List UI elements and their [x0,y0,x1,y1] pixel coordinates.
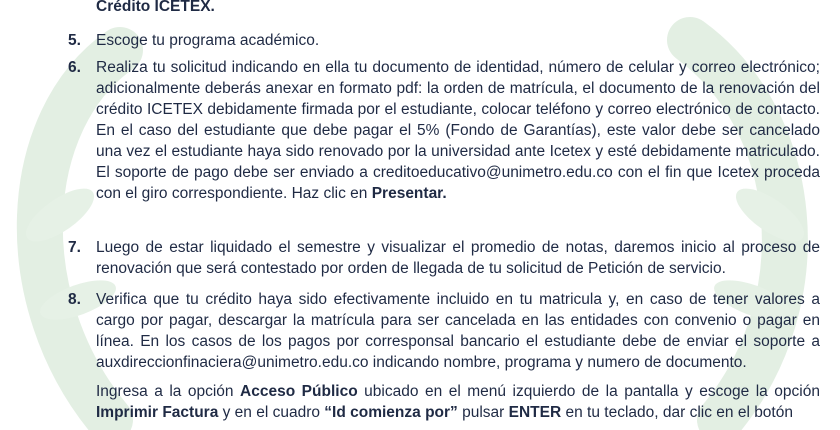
item-number: 6. [68,59,81,76]
item-text: Luego de estar liquidado el semestre y visualizar el promedio de notas, daremos inicio al proceso de renovación que será contestado por orden de llegada de tu solicitud de Petición de servicio. [96,239,820,277]
item-text: Escoge tu programa académico. [96,32,320,49]
item-text: Realiza tu solicitud indicando en ella tu documento de identidad, número de celular y correo electrónico; adicionalmente deberás anexar en formato pdf: la orden de matrícula, el documento de la renovación del crédito ICETEX debidamente firmada por el estudiante, colocar teléfono y correo electrónico de contacto. En el caso del estudiante que debe pagar el 5% (Fondo de Garantías), este valor debe ser cancelado una vez el estudiante haya sido renovado por la universidad ante Icetex y esté debidamente matriculado. El soporte de pago debe ser enviado a creditoeducativo@unimetro.edu.co con el fin que Icetex proceda con el giro correspondiente. Haz clic en Presentar. [96,59,820,202]
list-item-5 [68,30,820,51]
item-number: 5. [68,32,81,49]
list-item-8 [68,289,820,373]
item-text: Verifica que tu crédito haya sido efectivamente incluido en tu matricula y, en caso de tener valores a cargo por pagar, descargar la matrícula para ser cancelada en las entidades con convenio o pagar en línea. En los casos de los pagos por corresponsal bancario el estudiante debe de enviar el soporte a auxdireccionfinaciera@unimetro.edu.co indicando nombre, programa y numero de documento. [96,291,820,371]
list-item-6 [68,57,820,204]
list-item-7 [68,237,820,279]
final-paragraph: Ingresa a la opción Acceso Público ubicado en el menú izquierdo de la pantalla y escoge la opción Imprimir Factura y en el cuadro “Id comienza por” pulsar ENTER en tu teclado, dar clic en el botón [96,383,820,421]
item-number: 7. [68,239,81,256]
item-number: 8. [68,291,81,308]
previous-item-fragment: Crédito ICETEX. [96,0,215,15]
presentar-bold: Presentar. [371,185,447,202]
